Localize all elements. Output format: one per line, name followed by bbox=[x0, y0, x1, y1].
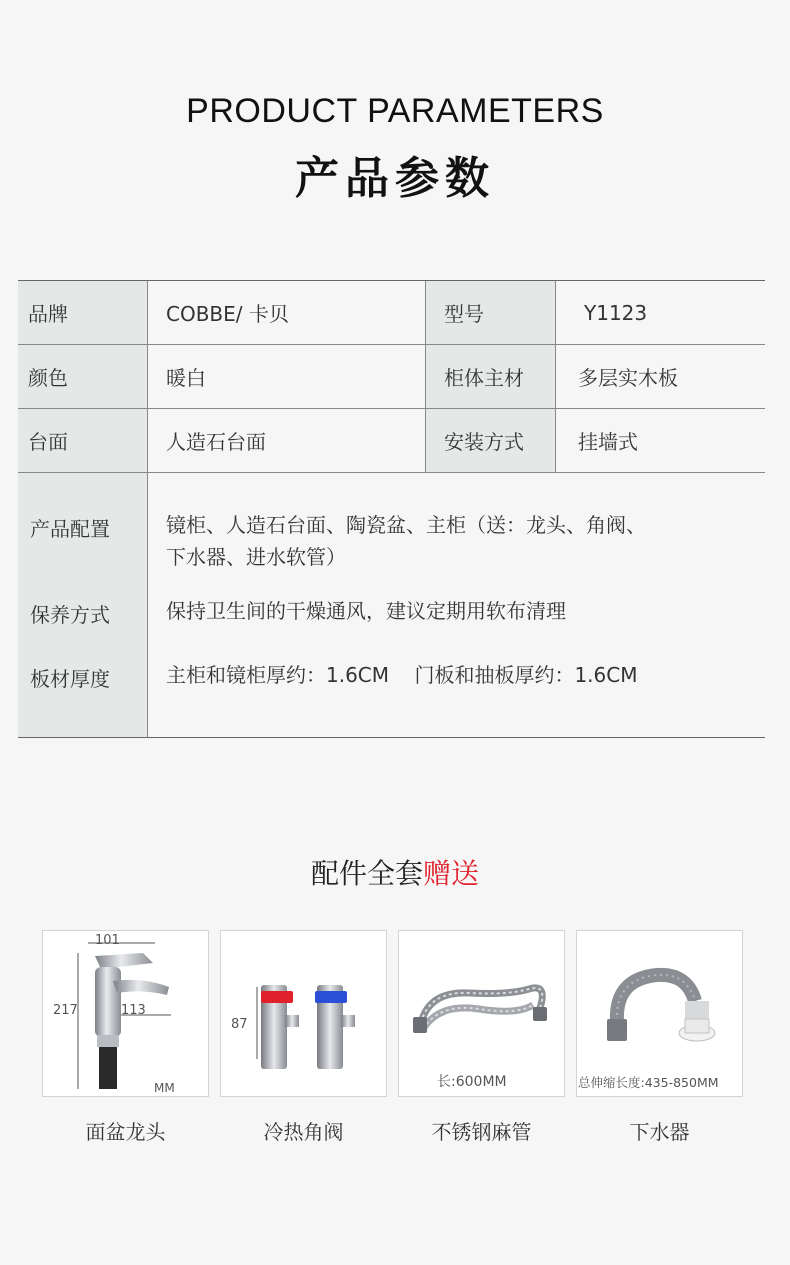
detail-value-config-line2: 下水器、进水软管） bbox=[166, 545, 346, 569]
dim-left-label: 217 bbox=[53, 1003, 78, 1018]
params-table bbox=[18, 280, 765, 738]
params-row-top bbox=[18, 409, 765, 473]
angle-valve-icon bbox=[221, 931, 388, 1098]
accessory-card-drain bbox=[576, 930, 743, 1097]
accessory-card-valve bbox=[220, 930, 387, 1097]
title-cn: 产品参数 bbox=[295, 153, 495, 204]
params-details bbox=[18, 473, 765, 737]
param-label: 台面 bbox=[18, 409, 148, 472]
accessory-name-faucet: 面盆龙头 bbox=[85, 1120, 166, 1144]
accessory-name-drain: 下水器 bbox=[629, 1120, 690, 1144]
param-value: 暖白 bbox=[148, 345, 426, 408]
dim-left-label: 87 bbox=[231, 1017, 248, 1032]
dim-mid-label: 113 bbox=[121, 1003, 146, 1018]
drain-length-note: 总伸缩长度:435-850MM bbox=[578, 1075, 719, 1090]
title-en: PRODUCT PARAMETERS bbox=[186, 92, 604, 130]
param-value: 挂墙式 bbox=[578, 430, 638, 454]
accessories-title-main: 配件全套 bbox=[310, 857, 423, 890]
param-label: 品牌 bbox=[18, 281, 148, 344]
param-value: COBBE/ 卡贝 bbox=[148, 281, 426, 344]
hose-length-note: 长:600MM bbox=[437, 1074, 507, 1090]
params-row-color bbox=[18, 345, 765, 409]
accessory-name-valve: 冷热角阀 bbox=[263, 1120, 344, 1144]
accessories-title bbox=[0, 852, 790, 892]
param-label: 型号 bbox=[426, 281, 556, 344]
accessory-name-hose: 不锈钢麻管 bbox=[431, 1120, 532, 1144]
param-label: 安装方式 bbox=[426, 409, 556, 472]
param-value: 多层实木板 bbox=[578, 366, 678, 390]
accessory-card-hose bbox=[398, 930, 565, 1097]
param-label: 柜体主材 bbox=[426, 345, 556, 408]
param-value: Y1123 bbox=[584, 300, 648, 325]
params-row-brand bbox=[18, 281, 765, 345]
detail-label-config: 产品配置 bbox=[30, 517, 110, 541]
detail-value-thickness: 主柜和镜柜厚约：1.6CM 门板和抽板厚约：1.6CM bbox=[166, 663, 638, 687]
dim-top-label: 101 bbox=[95, 933, 120, 948]
detail-label-care: 保养方式 bbox=[30, 603, 110, 627]
detail-value-care: 保持卫生间的干燥通风，建议定期用软布清理 bbox=[166, 599, 566, 623]
detail-value-config: 镜柜、人造石台面、陶瓷盆、主柜（送：龙头、角阀、 bbox=[166, 513, 646, 537]
param-value: 人造石台面 bbox=[148, 409, 426, 472]
unit-label: MM bbox=[154, 1081, 175, 1095]
param-label: 颜色 bbox=[18, 345, 148, 408]
accessory-card-faucet bbox=[42, 930, 209, 1097]
detail-label-thickness: 板材厚度 bbox=[30, 667, 110, 691]
accessories-title-gift: 赠送 bbox=[423, 857, 480, 890]
